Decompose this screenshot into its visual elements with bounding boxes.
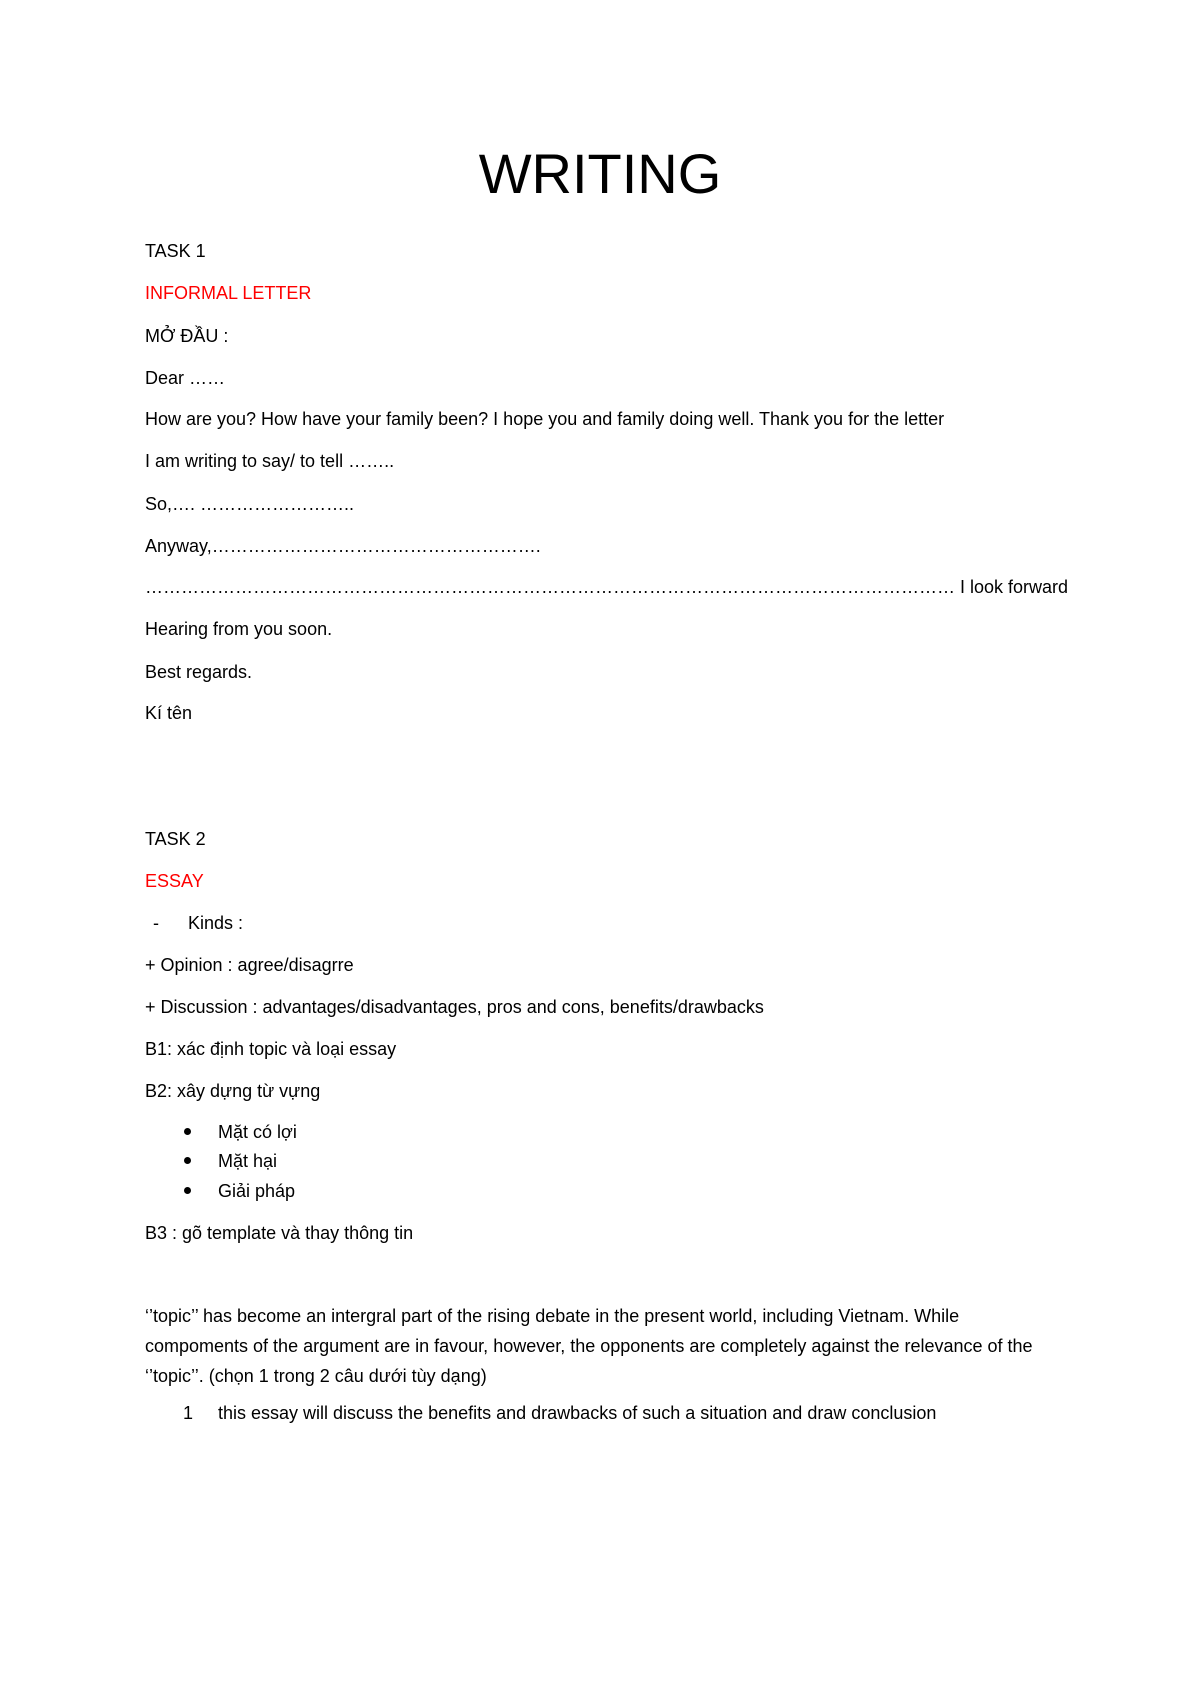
- document-title: WRITING: [478, 142, 722, 205]
- kind-opinion: + Opinion : agree/disagrre: [145, 955, 354, 975]
- numbered-marker: 1: [183, 1403, 194, 1423]
- bullet-dot-icon: [184, 1128, 191, 1135]
- letter-line-so: So,…. ……………………..: [145, 494, 355, 514]
- letter-line-look-forward: ……………………………………………………………………………………………………………………… I look forward: [145, 577, 1069, 597]
- step1: B1: xác định topic và loại essay: [145, 1039, 397, 1059]
- bullet-dot-icon: [184, 1187, 191, 1194]
- letter-line-anyway: Anyway,……………………………………………….: [145, 536, 541, 556]
- bullet-item: Mặt hại: [218, 1151, 278, 1171]
- step2: B2: xây dựng từ vựng: [145, 1081, 321, 1101]
- kind-discussion: + Discussion : advantages/disadvantages, pros and cons, benefits/drawbacks: [145, 997, 764, 1017]
- letter-line-greeting: How are you? How have your family been? I hope you and family doing well. Thank you for the letter: [145, 409, 945, 429]
- opening-label: MỞ ĐẦU :: [145, 326, 229, 346]
- kinds-dash-marker: -: [153, 913, 159, 933]
- bullet-item: Giải pháp: [218, 1181, 296, 1201]
- bullet-dot-icon: [184, 1157, 191, 1164]
- letter-line-dear: Dear ……: [145, 368, 226, 388]
- template-paragraph: ‘’topic’’ has become an intergral part of the rising debate in the present world, including Vietnam. While compoments of the argument are in favour, however, the opponents are completely against the relevance of the ‘’topic’’. (chọn 1 trong 2 câu dưới tùy dạng): [145, 1306, 1033, 1386]
- step3: B3 : gõ template và thay thông tin: [145, 1223, 414, 1243]
- task1-heading: TASK 1: [145, 241, 206, 261]
- letter-line-purpose: I am writing to say/ to tell ……..: [145, 451, 395, 471]
- letter-line-hearing: Hearing from you soon.: [145, 619, 333, 639]
- task2-heading: TASK 2: [145, 829, 206, 849]
- task2-type: ESSAY: [145, 871, 204, 891]
- letter-line-regards: Best regards.: [145, 662, 253, 682]
- task1-type: INFORMAL LETTER: [145, 283, 312, 303]
- kinds-label: Kinds :: [188, 913, 244, 933]
- bullet-item: Mặt có lợi: [218, 1122, 297, 1142]
- letter-line-signature: Kí tên: [145, 703, 193, 723]
- numbered-item: this essay will discuss the benefits and drawbacks of such a situation and draw conclusion: [218, 1403, 937, 1423]
